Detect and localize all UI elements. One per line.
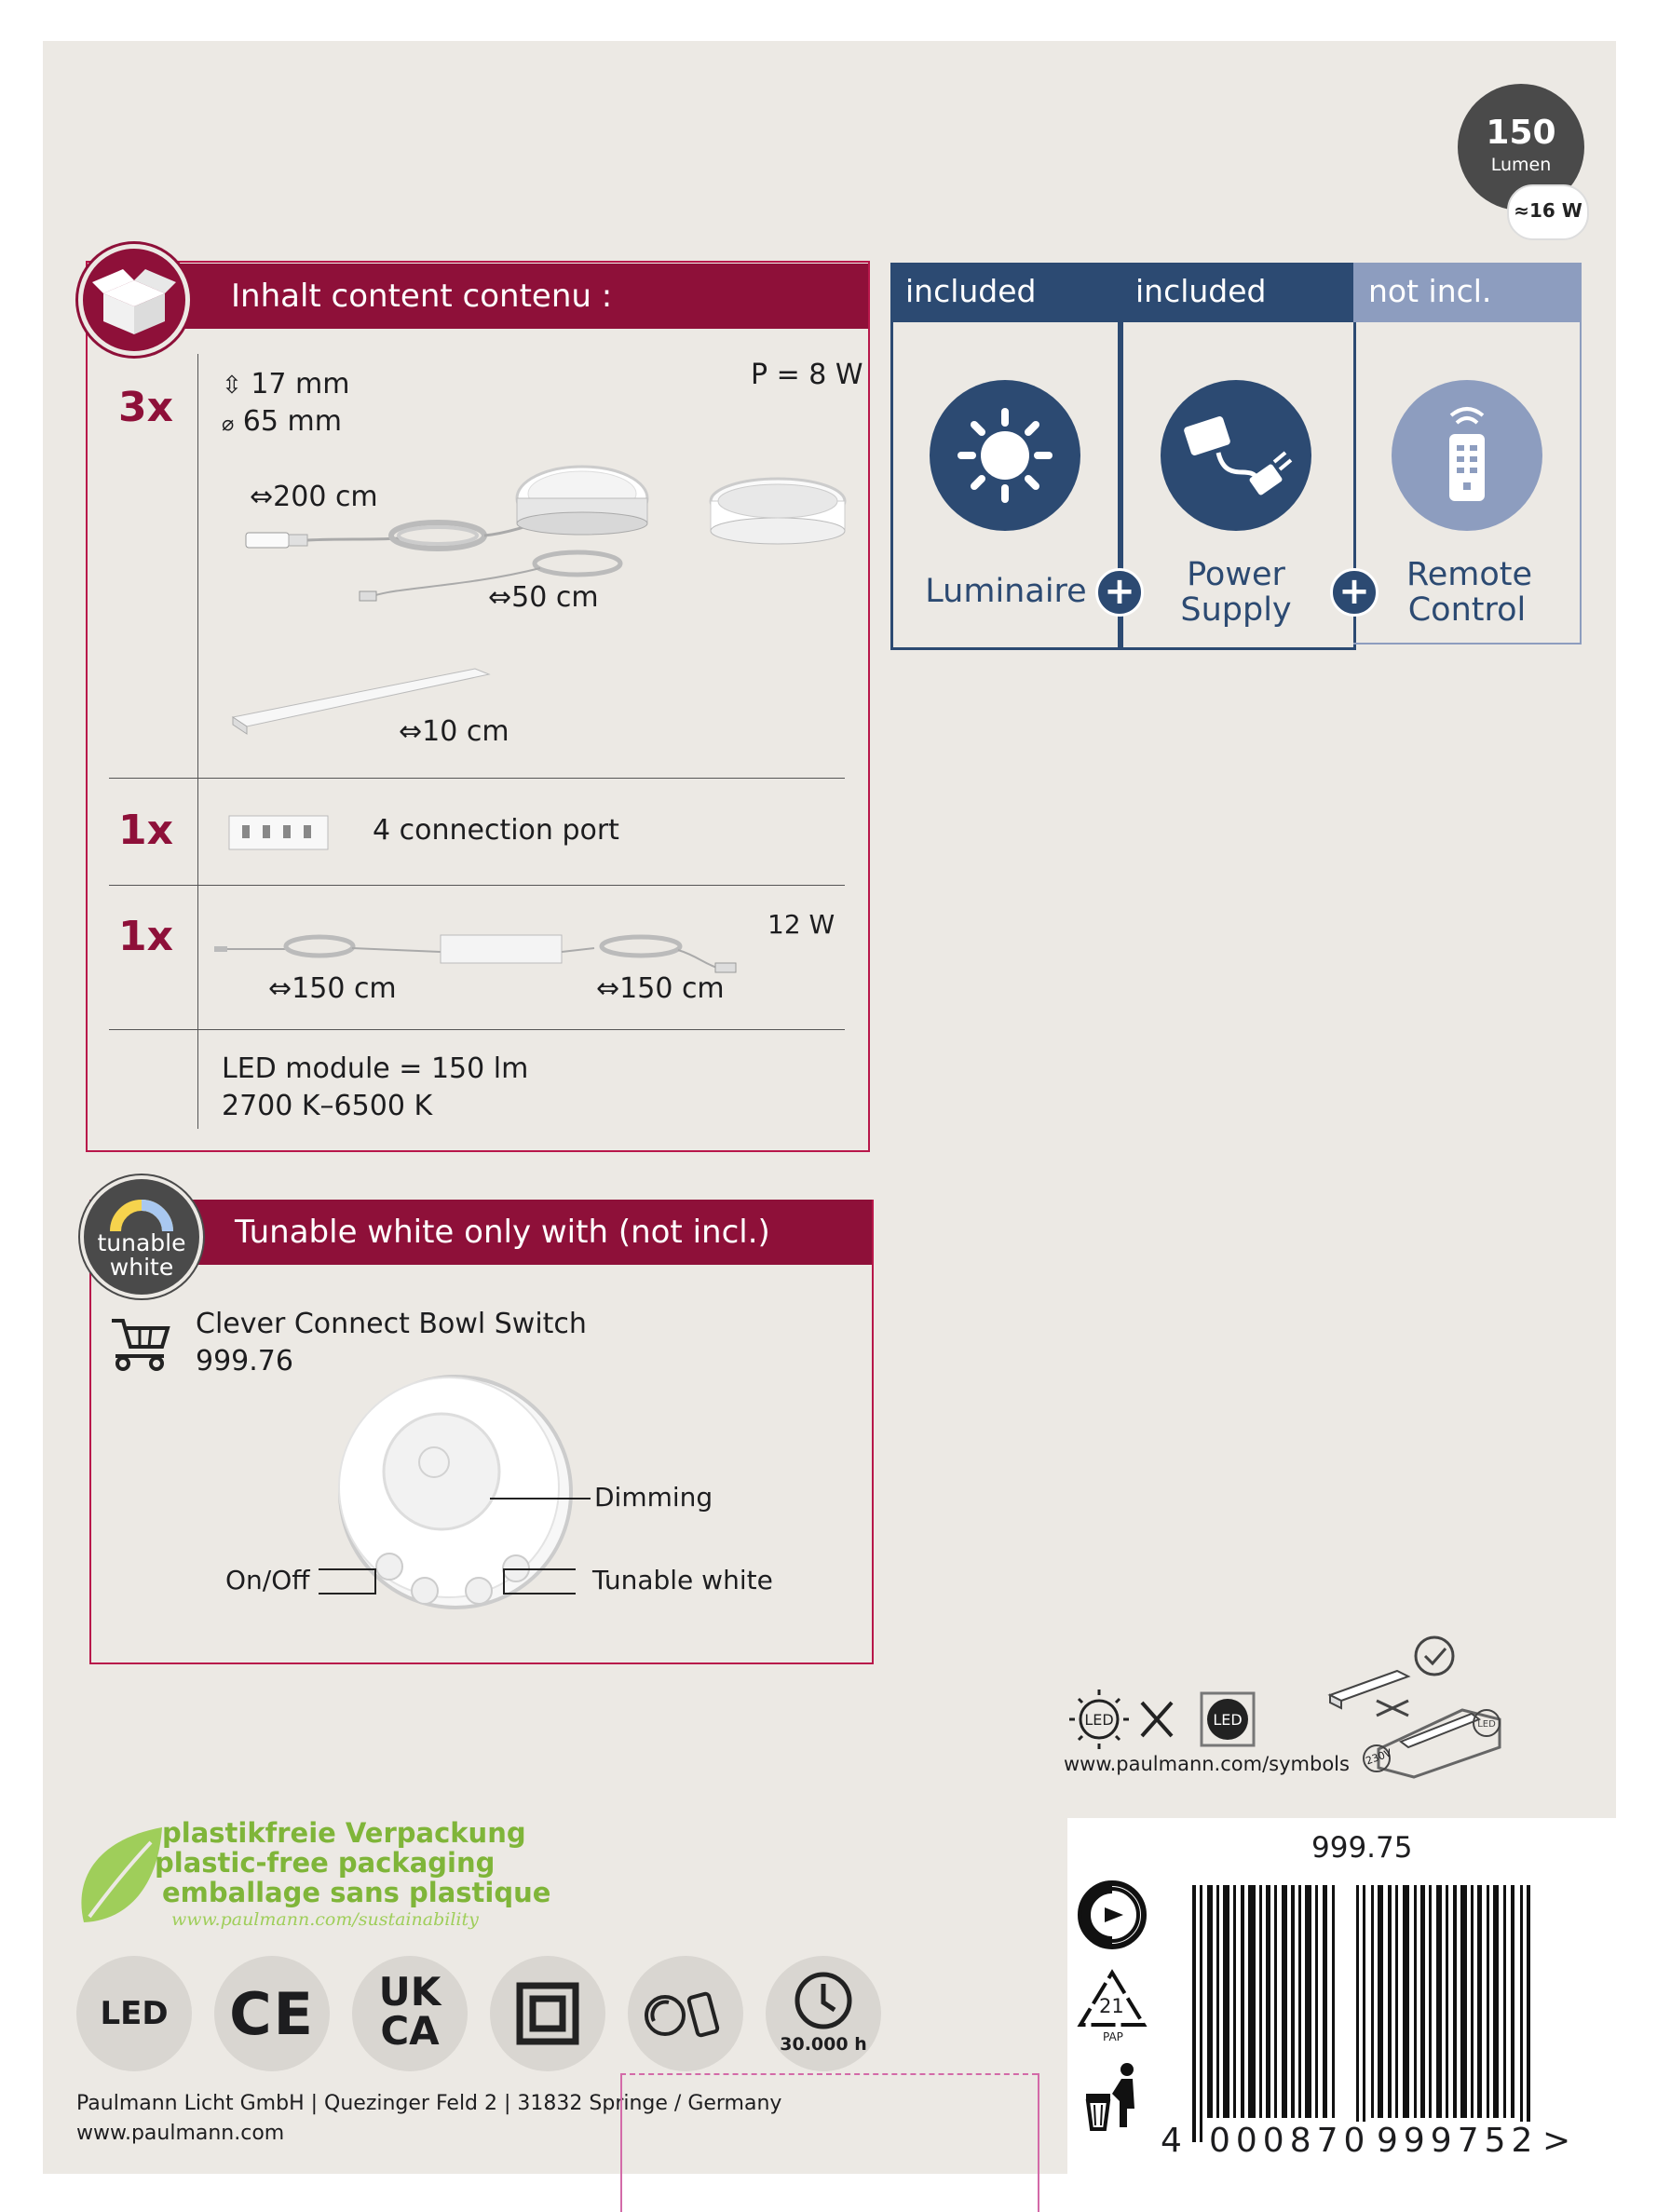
content-divider-vertical [197,354,198,1129]
led-module-info: LED module = 150 lm [222,1052,529,1085]
tunable-bracket [503,1568,576,1595]
eco-text-en: plastic-free packaging [155,1847,496,1879]
connection-port-label: 4 connection port [373,814,619,847]
lifetime-text: 30.000 h [780,2034,867,2055]
tunable-header-text: Tunable white only with (not incl.) [235,1214,770,1251]
ce-cert-circle [214,1956,330,2071]
led-cert-circle [76,1956,192,2071]
height-dimension [222,368,350,400]
box-icon-circle [78,244,190,356]
length-arrow-icon-2: ⇔ [488,581,512,614]
driver-cable-in [268,972,397,1005]
row1-quantity: 3x [118,384,173,431]
die-cut-line-right [1038,2073,1039,2212]
diameter-dimension [222,405,342,438]
profile-length-value: 10 cm [422,715,509,748]
class2-cert-circle [490,1956,605,2071]
eco-text-fr: emballage sans plastique [162,1877,551,1908]
onoff-bracket [319,1568,376,1595]
dimming-leader-line [490,1498,591,1500]
remote-control-label: Remote Control [1406,556,1533,629]
cable-length-50 [488,581,599,614]
luminaire-icon-circle [930,380,1080,531]
led-icon-small-label: LED [1477,1719,1496,1730]
connection-port-illustration [227,808,332,853]
led-cert-text: LED [100,1995,169,2032]
barcode-end-marker: > [1542,2122,1571,2160]
watt-equivalent-text: ≈16 W [1514,199,1582,222]
not-included-head: not incl. [1353,263,1582,322]
eco-url: www.paulmann.com/sustainability [171,1909,479,1930]
watt-equivalent-badge [1507,184,1589,240]
row-divider-1 [109,778,845,779]
shopping-cart-icon [108,1315,173,1371]
eco-text-de: plastikfreie Verpackung [162,1817,526,1849]
length-arrow-icon-3: ⇔ [399,715,423,748]
row-divider-2 [109,885,845,886]
barcode-digits-group1: 000870 [1209,2122,1371,2160]
dimmer-remote-icon [628,1956,743,2071]
color-temperature-info: 2700 K–6500 K [222,1090,433,1122]
leaf-icon [73,1820,166,1932]
length-arrow-icon: ⇔ [250,481,274,513]
cable-length-50-value: 50 cm [511,581,599,614]
lumen-value: 150 [1486,114,1556,152]
ukca-cert-circle [352,1956,468,2071]
remote-control-icon [1392,380,1542,531]
barcode-digit-first: 4 [1161,2122,1182,2160]
content-header [177,264,868,329]
diameter-value: 65 mm [242,405,342,438]
company-website: www.paulmann.com [76,2122,285,2145]
plug-icon [1161,380,1311,531]
luminaire-power: P = 8 W [751,359,863,391]
recycling-code: 21 [1099,1995,1124,2017]
ukca-top: UK [378,1969,441,2015]
row3-quantity: 1x [118,913,173,960]
waste-bin-person-icon [1080,2060,1146,2135]
included-head-2: included [1121,263,1353,322]
included-head-1: included [890,263,1123,322]
installation-symbol-icon [1323,1630,1509,1779]
die-cut-line-left [620,2073,622,2212]
company-address: Paulmann Licht GmbH | Quezinger Feld 2 | 31832 Springe / Germany [76,2092,782,2115]
luminaire-illustration [233,456,848,643]
onoff-label: On/Off [225,1565,310,1595]
power-supply-label: Power Supply [1180,556,1292,629]
lifetime-cert-circle [766,1956,881,2071]
driver-cable-in-value: 150 cm [292,972,397,1005]
diameter-icon: ⌀ [222,413,235,436]
tunable-white-badge [80,1175,203,1298]
bowl-switch-name: Clever Connect Bowl Switch [196,1308,587,1340]
barcode-article-number: 999.75 [1311,1831,1413,1865]
sun-icon [930,380,1080,531]
svg-text:LED: LED [1084,1711,1114,1729]
dimming-label: Dimming [594,1482,713,1513]
recycling-material: PAP [1103,2030,1123,2043]
die-cut-line-top [620,2073,1038,2075]
content-header-text: Inhalt content contenu : [231,278,613,315]
bowl-switch-article: 999.76 [196,1345,293,1377]
barcode-bars [1192,1885,1537,2142]
height-value: 17 mm [251,368,350,400]
length-arrow-icon-5: ⇔ [596,972,620,1005]
barcode-digits-group2: 999752 [1377,2122,1539,2160]
voltage-label: 230V [1364,1746,1393,1768]
cable-length-200-value: 200 cm [273,481,378,513]
green-dot-icon [1077,1880,1148,1950]
box-icon [83,249,185,351]
tunable-header [177,1200,872,1265]
plus-icon-2: + [1330,568,1379,617]
lumen-unit: Lumen [1490,155,1552,175]
driver-cable-out [596,972,725,1005]
driver-power: 12 W [767,909,835,940]
luminaire-label: Luminaire [925,573,1087,610]
tunable-white-label: Tunable white [592,1565,773,1595]
remote-compatible-circle [628,1956,743,2071]
tunable-badge-line2: white [109,1254,174,1281]
profile-length [399,715,509,748]
row2-quantity: 1x [118,807,173,854]
remote-icon-circle [1392,380,1542,531]
power-supply-icon-circle [1161,380,1311,531]
length-arrow-icon-4: ⇔ [268,972,292,1005]
ukca-bottom: CA [380,2008,440,2054]
height-arrow-icon: ⇳ [222,372,242,400]
svg-text:LED: LED [1213,1711,1243,1729]
led-symbols-icon [1060,1682,1256,1757]
ce-mark: CE [229,1980,315,2048]
plus-icon-1: + [1095,568,1144,617]
barcode-graphic [1192,1885,1537,2142]
row-divider-3 [109,1029,845,1030]
symbols-url: www.paulmann.com/symbols [1064,1753,1350,1775]
driver-cable-out-value: 150 cm [619,972,725,1005]
double-insulation-icon [490,1956,605,2071]
tunable-badge-line1: tunable [97,1229,186,1256]
